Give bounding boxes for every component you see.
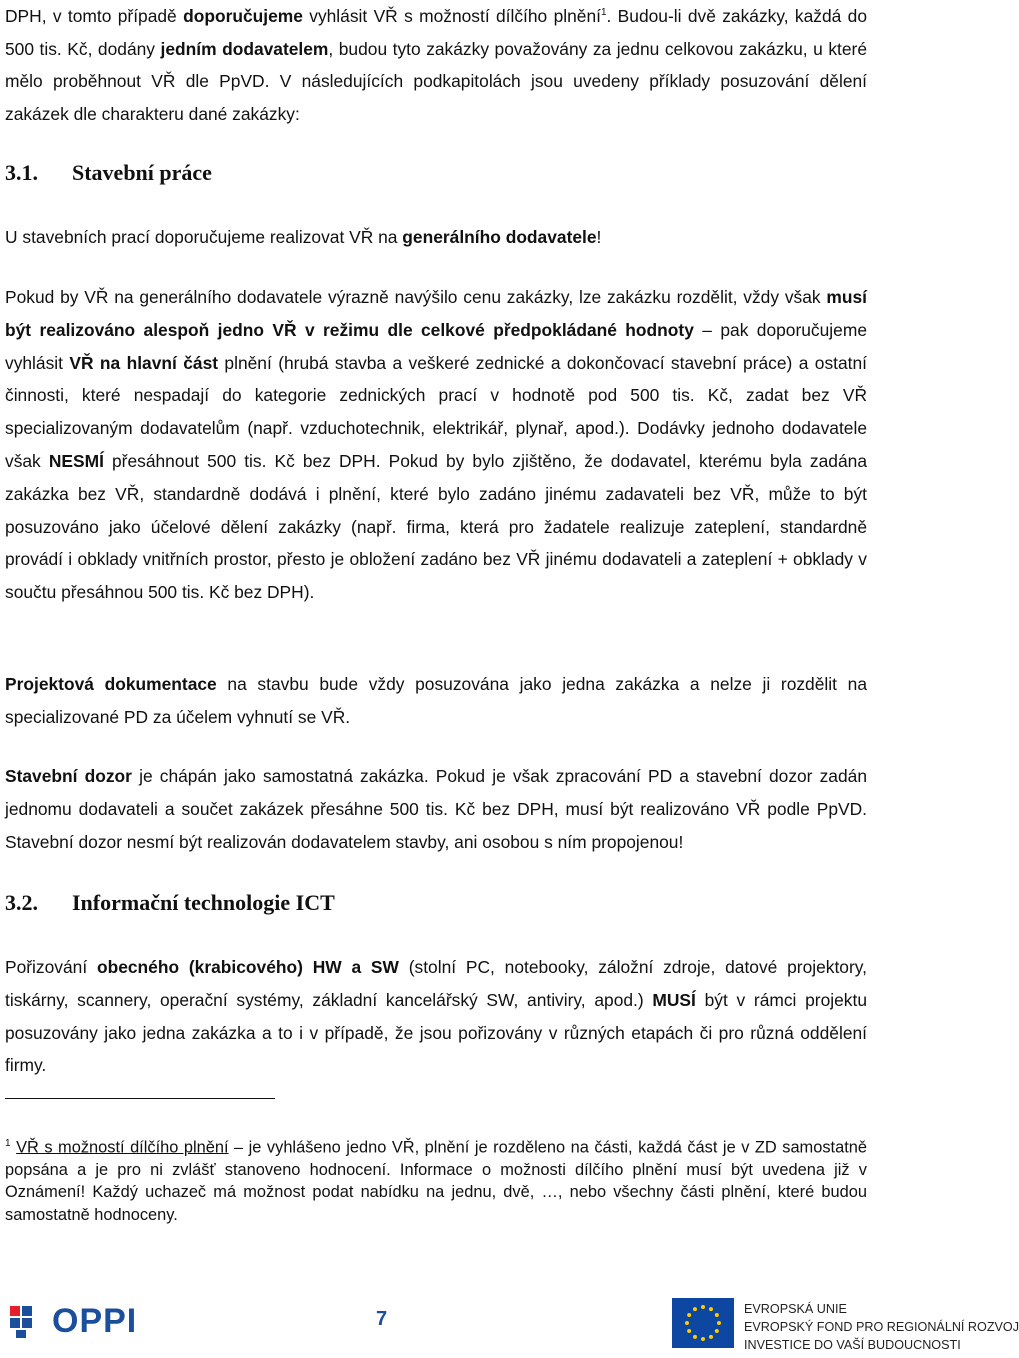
text-run: být v rámci projektu posuzovány jako jedna zakázka a to i v případě, že jsou pořizovány v různých etapách či pro různá oddělení firmy. <box>5 989 867 1076</box>
text-run: (stolní PC, notebooky, záložní zdroje, datové projektory, tiskárny, scannery, operační systémy, základní kancelářský SW, antiviry, apod.) <box>5 957 867 1010</box>
eu-star <box>693 1307 697 1311</box>
footnote-ref[interactable]: 1 <box>600 7 607 18</box>
bold-run: obecného (krabicového) HW a SW <box>96 957 399 977</box>
bold-run: jedním dodavatelem <box>160 38 329 59</box>
bold-run: MUSÍ <box>652 989 696 1010</box>
eu-line-1: EVROPSKÁ UNIE <box>744 1302 847 1316</box>
text-run: DPH, v tomto případě <box>5 5 184 26</box>
section-number: 3.1. <box>5 160 38 185</box>
page-footer <box>0 1290 1019 1358</box>
bold-run: Stavební dozor <box>5 766 132 786</box>
paragraph-general-contractor <box>5 221 867 254</box>
text-run: – pak doporučujeme vyhlásit <box>5 319 867 373</box>
section-title: Informační technologie ICT <box>72 890 335 915</box>
text-run: . Budou-li dvě zakázky, každá do 500 tis. Kč, dodány <box>5 5 867 59</box>
eu-line-3: INVESTICE DO VAŠÍ BUDOUCNOSTI <box>744 1338 961 1352</box>
eu-star <box>709 1335 713 1339</box>
eu-star <box>717 1321 721 1325</box>
eu-star <box>693 1335 697 1339</box>
eu-star <box>687 1313 691 1317</box>
text-run: přesáhnout 500 tis. Kč bez DPH. Pokud by bylo zjištěno, že dodavatel, kterému byla zadána zakázka bez VŘ, standardně dodává i plnění, které bylo zadáno jinému zadavateli bez VŘ, může to být posuzováno jako účelové dělení zakázky (např. firma, která pro žadatele realizuje zateplení, standardně provádí i obklady vnitřních prostor, přesto je obložení zadáno bez VŘ jinému dodavateli a zateplení + obklady v součtu přesáhnou 500 tis. Kč bez DPH). <box>5 450 867 603</box>
footnote-separator <box>5 1098 275 1099</box>
text-run: plnění (hrubá stavba a veškeré zednické a dokončovací stavební práce) a ostatní činnosti, které nespadají do kategorie zednických prací v hodnotě pod 500 tis. Kč, zadat bez VŘ specializovaným dodavatelům (např. vzduchotechnik, elektrikář, plynař, apod.). Dodávky jednoho dodavatele však <box>5 352 867 471</box>
section-title: Stavební práce <box>72 160 212 185</box>
eu-flag-icon <box>672 1298 734 1348</box>
paragraph-project-documentation <box>5 668 867 734</box>
paragraph-construction-supervision <box>5 760 867 858</box>
text-run: Pořizování <box>5 957 97 977</box>
footnote-text: – je vyhlášeno jedno VŘ, plnění je rozděleno na části, každá část je v ZD samostatně popsána a je pro ni zvlášť stanoveno hodnocení. Informace o možnosti dílčího plnění musí být uvedena již v Oznámení! Každý uchazeč má možnost podat nabídku na jednu, dvě, …, nebo všechny části plnění, které budou samostatně hodnoceny. <box>5 1138 867 1224</box>
eu-star <box>685 1321 689 1325</box>
eu-star <box>715 1313 719 1317</box>
section-heading-3-1 <box>5 160 212 186</box>
text-run: na stavbu bude vždy posuzována jako jedna zakázka a nelze ji rozdělit na specializované PD za účelem vyhnutí se VŘ. <box>5 674 867 727</box>
oppi-emblem-icon <box>8 1304 38 1340</box>
text-run: ! <box>596 227 602 247</box>
bold-run: generálního dodavatele <box>402 227 597 247</box>
bold-run: Projektová dokumentace <box>5 674 217 694</box>
bold-run: VŘ na hlavní část <box>69 352 219 373</box>
section-number: 3.2. <box>5 890 38 915</box>
eu-star <box>701 1305 705 1309</box>
text-run: , budou tyto zakázky považovány za jednu celkovou zakázku, u které mělo proběhnout VŘ dle PpVD. V následujících podkapitolách jsou uvedeny příklady posuzování dělení zakázek dle charakteru dané zakázky: <box>5 38 867 125</box>
bold-run: musí být realizováno alespoň jedno VŘ v režimu dle celkové předpokládané hodnoty <box>5 287 867 340</box>
eu-line-2: EVROPSKÝ FOND PRO REGIONÁLNÍ ROZVOJ <box>744 1320 1019 1334</box>
eu-star <box>715 1329 719 1333</box>
footnote-number: 1 <box>5 1138 11 1149</box>
eu-star <box>709 1307 713 1311</box>
page-number: 7 <box>376 1308 388 1330</box>
bold-run: doporučujeme <box>183 5 303 26</box>
text-run: vyhlásit VŘ s možností dílčího plnění <box>302 5 601 26</box>
eu-star <box>687 1329 691 1333</box>
paragraph-split-contract <box>5 281 867 609</box>
footnote-term: VŘ s možností dílčího plnění <box>16 1138 229 1157</box>
text-run: je chápán jako samostatná zakázka. Pokud je však zpracování PD a stavební dozor zadán jednomu dodavateli a součet zakázek přesáhne 500 tis. Kč bez DPH, musí být realizováno VŘ podle PpVD. Stavební dozor nesmí být realizován dodavatelem stavby, ani osobou s ním propojenou! <box>5 766 867 852</box>
intro-paragraph <box>5 0 867 131</box>
eu-star <box>701 1337 705 1341</box>
paragraph-ict <box>5 951 867 1082</box>
footnote <box>5 1133 867 1226</box>
text-run: Pokud by VŘ na generálního dodavatele výrazně navýšilo cenu zakázky, lze zakázku rozdělit, vždy však <box>5 287 827 307</box>
bold-run: NESMÍ <box>48 450 104 471</box>
oppi-logo-text: OPPI <box>52 1302 138 1340</box>
eu-text-block <box>744 1300 1019 1354</box>
oppi-logo <box>8 1302 137 1341</box>
section-heading-3-2 <box>5 890 335 916</box>
text-run: U stavebních prací doporučujeme realizovat VŘ na <box>5 227 403 247</box>
